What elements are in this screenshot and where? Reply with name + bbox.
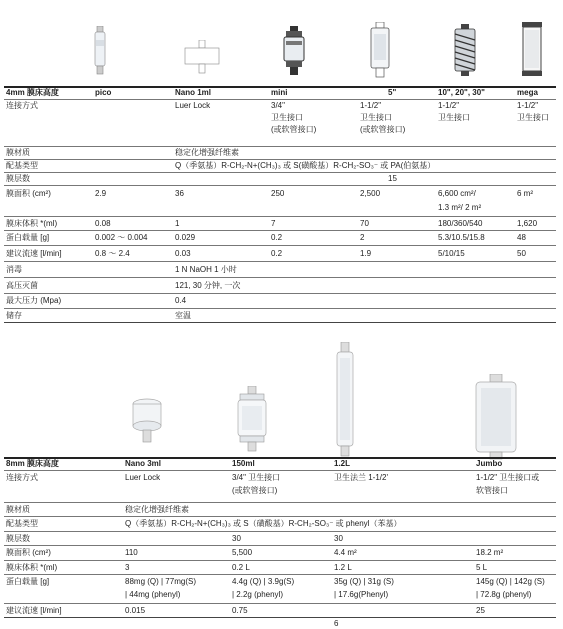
area-mega: 6 m²	[517, 189, 533, 198]
table2-bottom-rule	[4, 617, 556, 618]
row-divider	[4, 293, 556, 294]
t2-capacity-nano-line2: | 44mg (phenyl)	[125, 590, 181, 599]
pressure-label: 最大压力 (Mpa)	[6, 296, 62, 305]
table1-header-height: 4mm 膜床高度	[6, 88, 59, 97]
mini-connection-line3: (或软管接口)	[271, 125, 317, 134]
t2-area-1-2l: 4.4 m²	[334, 548, 357, 557]
mega-capsule-icon	[520, 22, 544, 78]
t2-flow-jumbo: 25	[476, 606, 485, 615]
row-divider	[4, 560, 556, 561]
t2-capacity-1-2l-line1: 35g (Q) | 31g (S)	[334, 577, 394, 586]
ligand-label: 配基类型	[6, 161, 38, 170]
mega-connection-line1: 1-1/2"	[517, 101, 539, 110]
ligand-value: Q（季氨基）R-CH₂-N+(CH₃)₃ 或 S(磺酸基）R-CH₂-SO₃⁻ 或 PA(伯氨基）	[175, 161, 436, 170]
t2-flow-150ml: 0.75	[232, 606, 248, 615]
volume-5in: 70	[360, 219, 369, 228]
mini-connection-line1: 3/4"	[271, 101, 285, 110]
t2-150ml-connection-line1: 3/4" 卫生接口	[232, 473, 281, 482]
area-label: 膜面积 (cm²)	[6, 189, 51, 198]
t2-capacity-jumbo-line2: | 72.8g (phenyl)	[476, 590, 532, 599]
t2-area-jumbo: 18.2 m²	[476, 548, 504, 557]
t2-capacity-1-2l-line2: | 17.6g(Phenyl)	[334, 590, 389, 599]
table1-header-mini: mini	[271, 88, 288, 97]
t2-material-label: 膜材质	[6, 505, 30, 514]
flow-mega: 50	[517, 249, 526, 258]
row-divider	[4, 146, 556, 147]
t2-volume-150ml: 0.2 L	[232, 563, 250, 572]
autoclave-label: 高压灭菌	[6, 281, 38, 290]
table1-header-5in: 5"	[388, 88, 397, 97]
page-number: 6	[334, 619, 339, 628]
row-divider	[4, 172, 556, 173]
table2-header-nano3ml: Nano 3ml	[125, 459, 162, 468]
volume-10in: 180/360/540	[438, 219, 483, 228]
flow-label: 建议流速 [l/min]	[6, 249, 62, 258]
area-pico: 2.9	[95, 189, 107, 198]
storage-value: 室温	[175, 311, 191, 320]
mini-connection-line2: 卫生接口	[271, 113, 303, 122]
capacity-nano: 0.029	[175, 233, 196, 242]
flow-pico: 0.8 ～ 2.4	[95, 249, 130, 258]
row-divider	[4, 308, 556, 309]
autoclave-value: 121, 30 分钟, 一次	[175, 281, 241, 290]
t2-capacity-jumbo-line1: 145g (Q) | 142g (S)	[476, 577, 545, 586]
t2-connection-label: 连接方式	[6, 473, 38, 482]
t2-flow-nano: 0.015	[125, 606, 146, 615]
capacity-10in: 5.3/10.5/15.8	[438, 233, 485, 242]
row-divider	[4, 185, 556, 186]
sanitize-value: 1 N NaOH 1 小时	[175, 265, 237, 274]
row-divider	[4, 261, 556, 262]
volume-mini: 7	[271, 219, 276, 228]
10in-connection-line2: 卫生接口	[438, 113, 470, 122]
table1-header-10in: 10", 20", 30"	[438, 88, 485, 97]
nano-connection: Luer Lock	[175, 101, 211, 110]
sanitize-label: 消毒	[6, 265, 22, 274]
flow-5in: 1.9	[360, 249, 372, 258]
t2-jumbo-connection-line2: 软管接口	[476, 486, 508, 495]
5in-connection-line3: (或软管接口)	[360, 125, 406, 134]
t2-area-label: 膜面积 (cm²)	[6, 548, 51, 557]
t2-jumbo-connection-line1: 1-1/2" 卫生接口或	[476, 473, 540, 482]
row-divider	[4, 470, 556, 471]
volume-label: 膜床体积 *(ml)	[6, 219, 58, 228]
5in-connection-line1: 1-1/2"	[360, 101, 382, 110]
row-divider	[4, 99, 556, 100]
layers-label: 膜层数	[6, 174, 30, 183]
t2-ligand-label: 配基类型	[6, 519, 38, 528]
t2-capacity-150ml-line2: | 2.2g (phenyl)	[232, 590, 283, 599]
pico-capsule-icon	[92, 26, 108, 76]
pressure-value: 0.4	[175, 296, 187, 305]
area-nano: 36	[175, 189, 184, 198]
connection-label: 连接方式	[6, 101, 38, 110]
area-mini: 250	[271, 189, 285, 198]
volume-pico: 0.08	[95, 219, 111, 228]
table2-header-jumbo: Jumbo	[476, 459, 503, 468]
t2-area-150ml: 5,500	[232, 548, 253, 557]
jumbo-capsule-icon	[470, 374, 522, 460]
capacity-5in: 2	[360, 233, 365, 242]
t2-layers-label: 膜层数	[6, 534, 30, 543]
table2-header-150ml: 150ml	[232, 459, 255, 468]
t2-area-nano: 110	[125, 548, 138, 557]
row-divider	[4, 216, 556, 217]
1-2l-capsule-icon	[334, 342, 356, 458]
t2-material-value: 稳定化增强纤维素	[125, 505, 189, 514]
table1-header-nano: Nano 1ml	[175, 88, 212, 97]
row-divider	[4, 603, 556, 604]
10in-connection-line1: 1-1/2"	[438, 101, 460, 110]
area-5in: 2,500	[360, 189, 381, 198]
t2-volume-jumbo: 5 L	[476, 563, 488, 572]
table1-bottom-rule	[4, 322, 556, 323]
t2-layers-150ml: 30	[232, 534, 241, 543]
t2-ligand-value: Q（季氨基）R-CH₂-N+(CH₃)₃ 或 S（磺酸基）R-CH₂-SO₃⁻ 或 phenyl（苯基）	[125, 519, 402, 528]
row-divider	[4, 502, 556, 503]
area-10in-line2: 1.3 m²/ 2 m²	[438, 203, 482, 212]
t2-layers-1-2l: 30	[334, 534, 343, 543]
t2-capacity-nano-line1: 88mg (Q) | 77mg(S)	[125, 577, 196, 586]
5-inch-capsule-icon	[368, 22, 392, 78]
nano-3ml-icon	[128, 396, 166, 444]
table1-header-mega: mega	[517, 88, 538, 97]
volume-nano: 1	[175, 219, 180, 228]
flow-nano: 0.03	[175, 249, 191, 258]
capacity-mini: 0.2	[271, 233, 283, 242]
row-divider	[4, 545, 556, 546]
capacity-label: 蛋白载量 [g]	[6, 233, 50, 242]
row-divider	[4, 230, 556, 231]
table2-header-height: 8mm 膜床高度	[6, 459, 59, 468]
10-20-30-inch-cartridge-icon	[452, 24, 478, 76]
5in-connection-line2: 卫生接口	[360, 113, 392, 122]
layers-value: 15	[388, 174, 397, 183]
row-divider	[4, 574, 556, 575]
volume-mega: 1,620	[517, 219, 538, 228]
row-divider	[4, 159, 556, 160]
t2-flow-label: 建议流速 [l/min]	[6, 606, 62, 615]
row-divider	[4, 277, 556, 278]
material-value: 稳定化增强纤维素	[175, 148, 239, 157]
t2-150ml-connection-line2: (或软管接口)	[232, 486, 278, 495]
area-10in-line1: 6,600 cm²/	[438, 189, 476, 198]
t2-volume-1-2l: 1.2 L	[334, 563, 352, 572]
table1-header-pico: pico	[95, 88, 112, 97]
row-divider	[4, 531, 556, 532]
t2-volume-nano: 3	[125, 563, 130, 572]
table2-header-1-2l: 1.2L	[334, 459, 351, 468]
table2-top-rule	[4, 457, 556, 459]
mini-capsule-icon	[280, 26, 308, 76]
nano-1ml-icon	[184, 40, 220, 74]
capacity-pico: 0.002 ～ 0.004	[95, 233, 148, 242]
mega-connection-line2: 卫生接口	[517, 113, 549, 122]
flow-10in: 5/10/15	[438, 249, 465, 258]
capacity-mega: 48	[517, 233, 526, 242]
material-label: 膜材质	[6, 148, 30, 157]
flow-mini: 0.2	[271, 249, 283, 258]
storage-label: 储存	[6, 311, 22, 320]
t2-capacity-150ml-line1: 4.4g (Q) | 3.9g(S)	[232, 577, 295, 586]
t2-capacity-label: 蛋白载量 [g]	[6, 577, 50, 586]
row-divider	[4, 245, 556, 246]
t2-1-2l-connection: 卫生法兰 1-1/2'	[334, 473, 388, 482]
t2-volume-label: 膜床体积 *(ml)	[6, 563, 58, 572]
t2-nano-connection: Luer Lock	[125, 473, 161, 482]
150ml-capsule-icon	[232, 386, 272, 452]
row-divider	[4, 516, 556, 517]
